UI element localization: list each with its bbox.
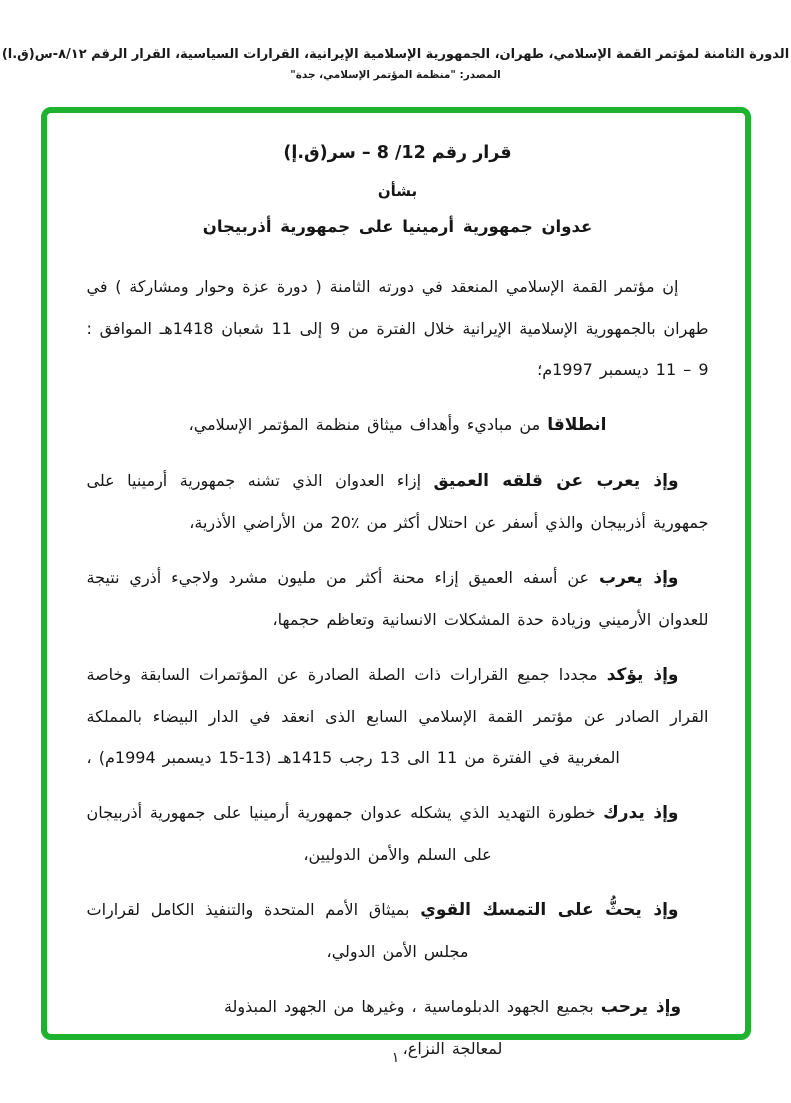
paragraph-text: مجددا جميع القرارات ذات الصلة الصادرة عن المؤتمرات السابقة وخاصة القرار الصادر عن مؤتمر القمة الإسلامي السابع الذى انعقد في الدار البيضاء بالمملكة المغربية في الفترة من 11 الى 13 رجب 1415هـ (13-15 ديسمبر 1994م) ،: [86, 664, 709, 767]
paragraph-text: بجميع الجهود الدبلوماسية ، وغيرها من الجهود المبذولة لمعالجة النزاع،: [223, 996, 601, 1058]
preamble-paragraph: [87, 889, 709, 972]
document-header-source: المصدر: "منظمة المؤتمر الإسلامي، جدة": [290, 68, 501, 81]
preamble-paragraph: [87, 404, 709, 446]
paragraph-lead: وإذ يدرك: [603, 802, 679, 823]
document-header-citation: الدورة الثامنة لمؤتمر القمة الإسلامي، طهران، الجمهورية الإسلامية الإيرانية، القرارات السياسية، القرار الرقم ٨/١٢-س(ق.ا): [1, 47, 790, 62]
paragraph-lead: وإذ يعرب عن قلقه العميق: [433, 470, 679, 491]
document-frame: [41, 107, 751, 1058]
resolution-subject-title: عدوان جمهورية أرمينيا على جمهورية أذربيجان: [202, 216, 593, 236]
paragraph-text: خطورة التهديد الذي يشكله عدوان جمهورية أرمينيا على جمهورية أذربيجان على السلم والأمن الدوليين،: [86, 802, 604, 864]
paragraph-text: عن أسفه العميق إزاء محنة أكثر من مليون مشرد ولاجيء أذري نتيجة للعدوان الأرميني وزيادة حدة المشكلات الانسانية وتعاظم حجمها،: [86, 567, 709, 629]
preamble-paragraph: [87, 654, 709, 778]
page-number: ١: [391, 1049, 400, 1066]
paragraph-text: بميثاق الأمم المتحدة والتنفيذ الكامل لقرارات مجلس الأمن الدولي،: [86, 899, 469, 961]
resolution-body: [87, 266, 709, 1069]
preamble-paragraph: [87, 557, 709, 640]
paragraph-lead: وإذ يعرب: [598, 567, 679, 588]
paragraph-lead: وإذ يحثُّ على التمسك القوي: [420, 899, 679, 920]
paragraph-lead: وإذ يؤكد: [606, 664, 679, 685]
paragraph-text: إن مؤتمر القمة الإسلامي المنعقد في دورته الثامنة ( دورة عزة وحوار ومشاركة ) في طهران بالجمهورية الإسلامية الإيرانية خلال الفترة من 9 إلى 11 شعبان 1418هـ الموافق : 9 – 11 ديسمبر 1997م؛: [86, 276, 709, 379]
paragraph-text: إزاء العدوان الذي تشنه جمهورية أرمينيا على جمهورية أذربيجان والذي أسفر عن احتلال أكثر من ٪20 من الأراضي الأذرية،: [86, 470, 709, 532]
preamble-paragraph: [87, 266, 709, 390]
paragraph-text: من مباديء وأهداف ميثاق منظمة المؤتمر الإسلامي،: [188, 414, 548, 434]
paragraph-lead: انطلاقا: [547, 414, 607, 435]
preamble-paragraph: [87, 792, 709, 875]
regarding-label: بشأن: [377, 181, 418, 200]
preamble-paragraph: [87, 460, 709, 543]
paragraph-lead: وإذ يرحب: [600, 996, 682, 1017]
resolution-number-title: قرار رقم 12/ 8 – سر(ق.إ): [283, 142, 512, 163]
